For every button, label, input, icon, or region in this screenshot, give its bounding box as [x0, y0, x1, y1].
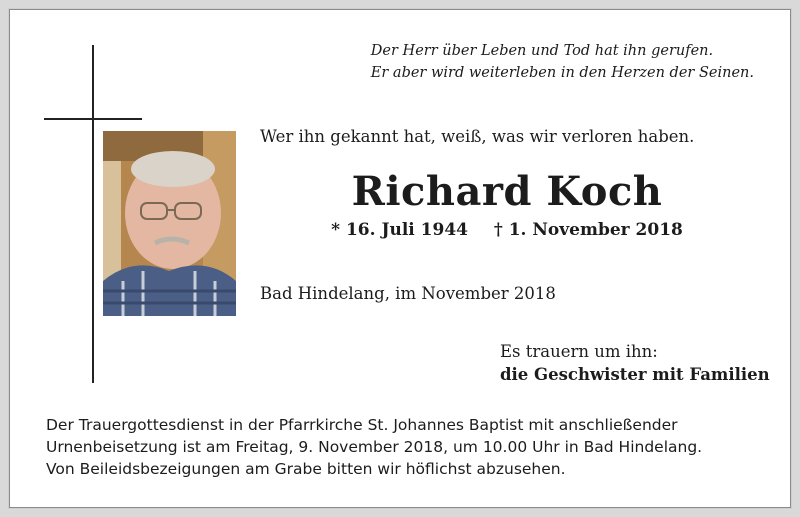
service-line-1: Der Trauergottesdienst in der Pfarrkirche St. Johannes Baptist mit anschließender — [46, 416, 678, 434]
service-info — [46, 414, 758, 480]
service-line-2: Urnenbeisetzung ist am Freitag, 9. November 2018, um 10.00 Uhr in Bad Hindelang. — [46, 438, 703, 456]
verse-line-1: Der Herr über Leben und Tod hat ihn gerufen. — [370, 43, 714, 59]
deceased-name: Richard Koch — [351, 168, 663, 215]
place-and-date: Bad Hindelang, im November 2018 — [260, 284, 556, 303]
lead-sentence: Wer ihn gekannt hat, weiß, was wir verloren haben. — [260, 127, 695, 146]
cross-icon — [92, 45, 94, 383]
verse-line-2: Er aber wird weiterleben in den Herzen der Seinen. — [370, 65, 754, 81]
mourners-names: die Geschwister mit Familien — [500, 365, 770, 384]
portrait-photo — [103, 131, 236, 316]
mourners — [500, 340, 770, 386]
verse — [371, 40, 754, 84]
life-dates — [260, 220, 754, 240]
portrait-illustration — [103, 131, 236, 316]
death-date: † 1. November 2018 — [493, 220, 683, 240]
birth-date: * 16. Juli 1944 — [331, 220, 468, 240]
mourners-intro: Es trauern um ihn: — [500, 342, 658, 361]
service-line-3: Von Beileidsbezeigungen am Grabe bitten wir höflichst abzusehen. — [46, 460, 566, 478]
cross-crossbar — [44, 118, 142, 120]
